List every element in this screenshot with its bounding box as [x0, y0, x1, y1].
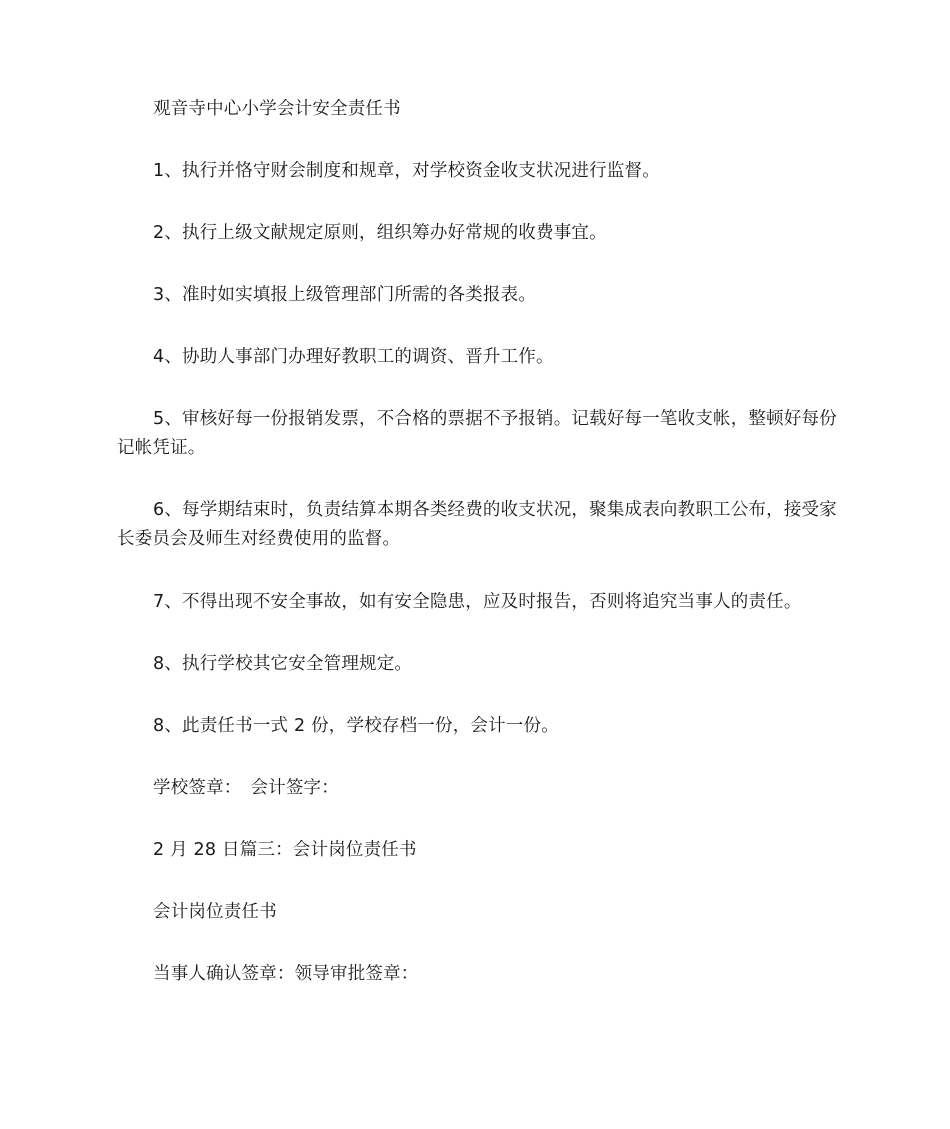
- document-title: 观音寺中心小学会计安全责任书: [153, 99, 401, 119]
- clause-2: 2、执行上级文献规定原则，组织筹办好常规的收费事宜。: [153, 223, 607, 243]
- date-section-heading: 2 月 28 日篇三：会计岗位责任书: [153, 840, 417, 860]
- clause-8-copies: 8、此责任书一式 2 份，学校存档一份，会计一份。: [153, 716, 559, 736]
- clause-1: 1、执行并恪守财会制度和规章，对学校资金收支状况进行监督。: [153, 161, 660, 181]
- confirmation-signature: 当事人确认签章：领导审批签章：: [153, 964, 419, 984]
- section-title: 会计岗位责任书: [153, 902, 277, 922]
- clause-6: 6、每学期结束时，负责结算本期各类经费的收支状况，聚集成表向教职工公布，接受家长委员会及师生对经费使用的监督。: [117, 500, 837, 549]
- signature-line: 学校签章： 会计签字：: [153, 778, 339, 798]
- clause-7: 7、不得出现不安全事故，如有安全隐患，应及时报告，否则将追究当事人的责任。: [153, 592, 802, 612]
- clause-8: 8、执行学校其它安全管理规定。: [153, 654, 413, 674]
- clause-3: 3、准时如实填报上级管理部门所需的各类报表。: [153, 285, 537, 305]
- clause-5: 5、审核好每一份报销发票，不合格的票据不予报销。记载好每一笔收支帐，整顿好每份记帐凭证。: [117, 409, 837, 458]
- clause-4: 4、协助人事部门办理好教职工的调资、晋升工作。: [153, 347, 554, 367]
